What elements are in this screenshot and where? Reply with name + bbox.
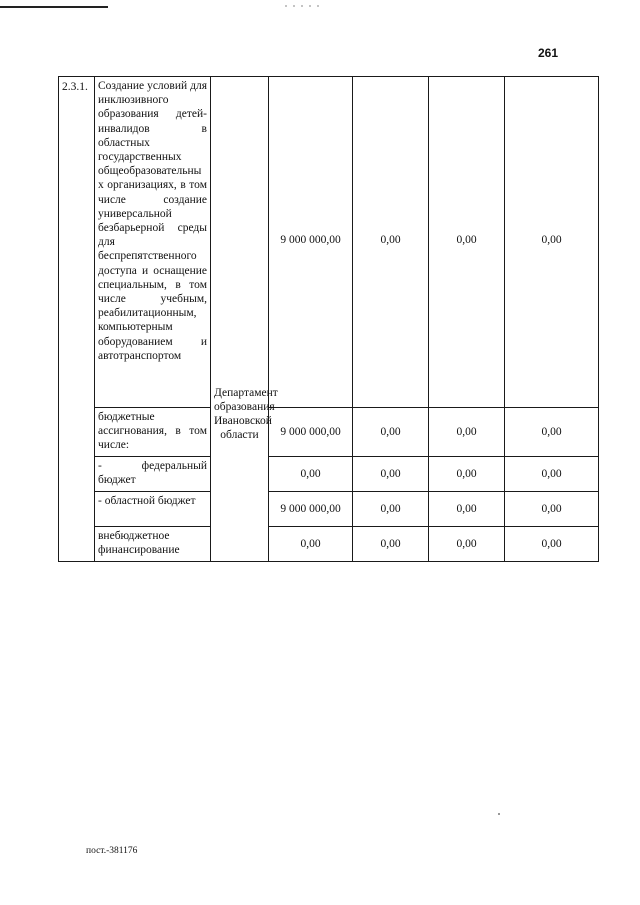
value-year-2: 0,00 bbox=[353, 408, 429, 457]
table-row bbox=[59, 527, 599, 562]
item-number: 2.3.1. bbox=[59, 77, 95, 562]
value-year-4: 0,00 bbox=[505, 77, 599, 408]
value-year-4: 0,00 bbox=[505, 527, 599, 562]
table-row bbox=[59, 77, 599, 408]
value-year-2: 0,00 bbox=[353, 77, 429, 408]
table-row bbox=[59, 457, 599, 492]
value-year-4: 0,00 bbox=[505, 457, 599, 492]
item-description: Создание условий для инклюзивного образования детей-инвалидов в областных государственных общеобразовательных организациях, в том числе создание универсальной безбарьерной среды для беспрепятственного доступа и оснащение специальным, в том числе учебным, реабилитационным, компьютерным оборудованием и автотранспортом bbox=[95, 77, 211, 408]
executor-name: Департамент образования Ивановской области bbox=[214, 386, 278, 442]
value-year-4: 0,00 bbox=[505, 408, 599, 457]
document-reference: пост.-381176 bbox=[86, 846, 138, 856]
executor-cell bbox=[211, 77, 278, 562]
program-table bbox=[58, 76, 599, 562]
value-year-3: 0,00 bbox=[429, 77, 505, 408]
page-number: 261 bbox=[538, 46, 559, 60]
value-year-2: 0,00 bbox=[353, 457, 429, 492]
value-year-3: 0,00 bbox=[429, 527, 505, 562]
value-year-2: 0,00 bbox=[353, 492, 429, 527]
scan-specks bbox=[282, 4, 322, 8]
value-year-3: 0,00 bbox=[429, 457, 505, 492]
value-year-3: 0,00 bbox=[429, 408, 505, 457]
row-label-extrabudgetary: внебюджетное финансирование bbox=[95, 527, 211, 562]
row-label-regional: - областной бюджет bbox=[95, 492, 211, 527]
value-total: 9 000 000,00 bbox=[269, 408, 353, 457]
value-total: 0,00 bbox=[269, 457, 353, 492]
row-label-budget: бюджетные ассигнования, в том числе: bbox=[95, 408, 211, 457]
table-row bbox=[59, 492, 599, 527]
scan-speck bbox=[498, 813, 500, 815]
value-total: 9 000 000,00 bbox=[269, 492, 353, 527]
value-total: 0,00 bbox=[269, 527, 353, 562]
value-total: 9 000 000,00 bbox=[269, 77, 353, 408]
table-row bbox=[59, 408, 599, 457]
value-year-3: 0,00 bbox=[429, 492, 505, 527]
row-label-federal: - федеральный бюджет bbox=[95, 457, 211, 492]
value-year-4: 0,00 bbox=[505, 492, 599, 527]
value-year-2: 0,00 bbox=[353, 527, 429, 562]
top-rule-line bbox=[0, 6, 108, 8]
